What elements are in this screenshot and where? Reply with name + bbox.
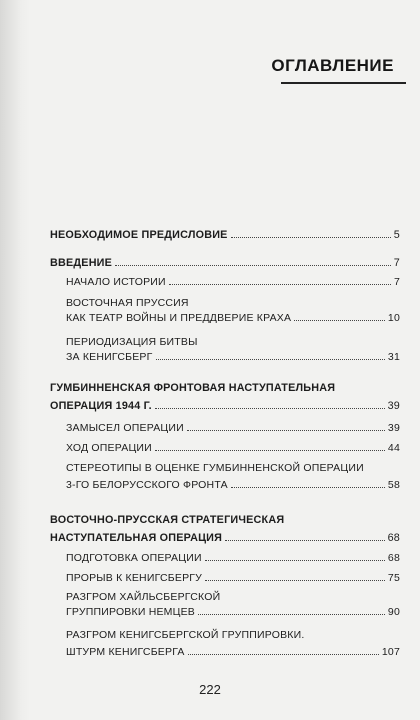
toc-entry-title: ЗАМЫСЕЛ ОПЕРАЦИИ: [66, 422, 184, 434]
toc-entry-page: 44: [387, 442, 400, 454]
dot-leader: [205, 580, 385, 581]
dot-leader: [156, 359, 385, 360]
toc-entry-beginning[interactable]: [66, 275, 400, 290]
toc-entry-page: 31: [387, 351, 400, 363]
toc-entry-plan[interactable]: [66, 421, 400, 436]
title-underline: [281, 82, 406, 84]
toc-entry-title-cont: 3-ГО БЕЛОРУССКОГО ФРОНТА: [66, 479, 228, 491]
toc-entry-gumbinnen[interactable]: [50, 381, 400, 414]
toc-entry-page: 68: [387, 532, 400, 544]
toc-entry-title: ВОСТОЧНО-ПРУССКАЯ СТРАТЕГИЧЕСКАЯ: [50, 514, 285, 526]
dot-leader: [294, 320, 385, 321]
dot-leader: [225, 540, 384, 541]
toc-entry-course[interactable]: [66, 441, 400, 456]
dot-leader: [155, 408, 385, 409]
toc-entry-page: 5: [393, 229, 400, 241]
toc-entry-title-cont: НАСТУПАТЕЛЬНАЯ ОПЕРАЦИЯ: [50, 532, 223, 544]
toc-entry-periodization[interactable]: [66, 335, 400, 365]
toc-entry-preface[interactable]: [50, 228, 400, 243]
toc-entry-east-prussia[interactable]: [66, 296, 400, 326]
page-number: 222: [199, 682, 221, 697]
toc-entry-title: ВОСТОЧНАЯ ПРУССИЯ: [66, 297, 189, 309]
toc-entry-page: 68: [387, 552, 400, 564]
toc-entry-title: ПЕРИОДИЗАЦИЯ БИТВЫ: [66, 336, 198, 348]
dot-leader: [198, 614, 385, 615]
toc-entry-title-cont: КАК ТЕАТР ВОЙНЫ И ПРЕДДВЕРИЕ КРАХА: [66, 312, 292, 324]
toc-entry-title-cont: ЗА КЕНИГСБЕРГ: [66, 351, 153, 363]
toc-entry-page: 58: [387, 479, 400, 491]
toc-entry-east-prussian-operation[interactable]: [50, 513, 400, 546]
toc-entry-title: РАЗГРОМ ХАЙЛЬСБЕРГСКОЙ: [66, 591, 221, 603]
toc-entry-page: 90: [387, 606, 400, 618]
dot-leader: [188, 654, 379, 655]
toc-entry-page: 10: [387, 312, 400, 324]
toc-entry-breakthrough[interactable]: [66, 571, 400, 586]
toc-entry-konigsberg-assault[interactable]: [66, 628, 400, 660]
toc-entry-title: ВВЕДЕНИЕ: [50, 257, 113, 269]
dot-leader: [115, 265, 391, 266]
toc-entry-title-cont: ОПЕРАЦИЯ 1944 Г.: [50, 400, 152, 412]
toc-title: ОГЛАВЛЕНИЕ: [271, 56, 394, 75]
dot-leader: [169, 284, 391, 285]
toc-entry-introduction[interactable]: [50, 256, 400, 271]
toc-entry-title: НАЧАЛО ИСТОРИИ: [66, 276, 166, 288]
toc-entry-title: ХОД ОПЕРАЦИИ: [66, 442, 152, 454]
toc-entry-preparation[interactable]: [66, 551, 400, 566]
dot-leader: [231, 237, 391, 238]
toc-entry-title: РАЗГРОМ КЕНИГСБЕРГСКОЙ ГРУППИРОВКИ.: [66, 629, 305, 641]
toc-entry-title: ПРОРЫВ К КЕНИГСБЕРГУ: [66, 572, 203, 584]
toc-entry-stereotypes[interactable]: [66, 461, 400, 493]
toc-entry-heilsberg[interactable]: [66, 590, 400, 620]
toc-entry-title-cont: ГРУППИРОВКИ НЕМЦЕВ: [66, 606, 196, 618]
toc-entry-title: ГУМБИННЕНСКАЯ ФРОНТОВАЯ НАСТУПАТЕЛЬНАЯ: [50, 382, 336, 394]
dot-leader: [205, 560, 385, 561]
dot-leader: [155, 450, 385, 451]
dot-leader: [231, 487, 385, 488]
toc-entry-page: 39: [387, 400, 400, 412]
toc-entry-title: ПОДГОТОВКА ОПЕРАЦИИ: [66, 552, 202, 564]
toc-entry-title: НЕОБХОДИМОЕ ПРЕДИСЛОВИЕ: [50, 229, 228, 241]
dot-leader: [187, 430, 385, 431]
toc-entry-page: 107: [381, 646, 400, 658]
toc-entry-page: 39: [387, 422, 400, 434]
toc-entry-title: СТЕРЕОТИПЫ В ОЦЕНКЕ ГУМБИННЕНСКОЙ ОПЕРАЦИИ: [66, 462, 364, 474]
toc-entry-page: 7: [393, 257, 400, 269]
toc-entry-page: 75: [387, 572, 400, 584]
toc-entry-page: 7: [393, 276, 400, 288]
toc-entry-title-cont: ШТУРМ КЕНИГСБЕРГА: [66, 646, 185, 658]
